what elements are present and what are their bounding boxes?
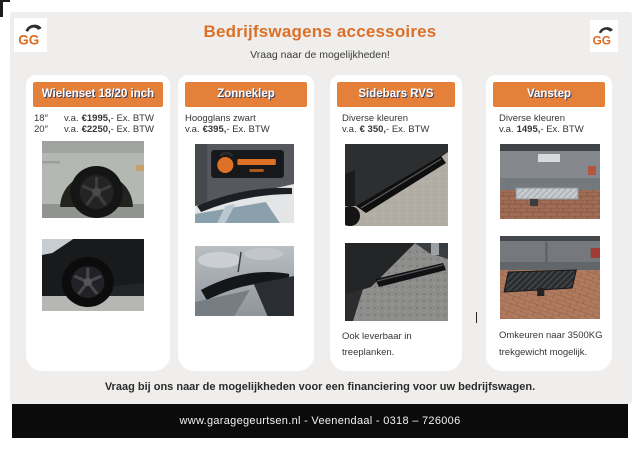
price-row-18inch: [34, 113, 170, 124]
footer-bar: [12, 404, 628, 438]
sidebar-tube-concrete-photo: [345, 144, 448, 226]
card-header-sidebars: Sidebars RVS: [337, 82, 455, 107]
product-colors: Diverse kleuren: [499, 113, 565, 124]
sidebar-tube-gravel-photo: [345, 243, 448, 321]
wheel-size: 18″: [34, 113, 48, 124]
page-subtitle: Vraag naar de mogelijkheden!: [250, 49, 390, 61]
price-text: v.a. € 350,- Ex. BTW: [342, 124, 430, 135]
page-title: Bedrijfswagens accessoires: [203, 22, 437, 41]
vanstep-note-line1: Omkeuren naar 3500KG: [499, 330, 603, 341]
wheel-size: 20″: [34, 124, 48, 135]
price-text: v.a. 1495,- Ex. BTW: [499, 124, 584, 135]
card-header-vanstep: Vanstep: [493, 82, 605, 107]
card-header-wielenset: Wielenset 18/20 inch: [33, 82, 163, 107]
van-rear-step-black-photo: [500, 236, 600, 319]
sidebars-info: [330, 113, 462, 135]
product-finish: Hoogglans zwart: [185, 113, 256, 124]
wielenset-prices: [26, 113, 170, 135]
product-colors: Diverse kleuren: [342, 113, 408, 124]
footer-contact-text: www.garagegeurtsen.nl - Veenendaal - 0318 – 726006: [179, 415, 461, 427]
price-text: v.a. €1995,- Ex. BTW: [64, 113, 154, 124]
card-sidebars: [330, 75, 462, 371]
card-zonneklep: [178, 75, 314, 371]
price-text: v.a. €2250,- Ex. BTW: [64, 124, 154, 135]
sun-visor-sky-photo: [195, 246, 294, 316]
van-rear-step-silver-photo: [500, 144, 600, 219]
card-wielenset: [26, 75, 170, 371]
scan-artifact-mark: [0, 0, 10, 17]
vanstep-note-line2: trekgewicht mogelijk.: [499, 347, 588, 358]
svg-text:GG: GG: [17, 31, 39, 47]
price-text: v.a. €395,- Ex. BTW: [185, 124, 270, 135]
card-header-zonneklep: Zonneklep: [185, 82, 307, 107]
sidebars-note: Ook leverbaar in treeplanken.: [342, 331, 412, 358]
black-alloy-wheel-black-van-photo: [42, 239, 144, 311]
zonneklep-info: [178, 113, 314, 135]
vanstep-note: [486, 327, 612, 361]
svg-text:GG: GG: [592, 32, 612, 47]
vanstep-info: [486, 113, 612, 135]
financing-note: Vraag bij ons naar de mogelijkheden voor een financiering voor uw bedrijfswagen.: [104, 381, 536, 393]
price-row-20inch: [34, 124, 170, 135]
sun-visor-garage-sign-photo: [195, 144, 294, 223]
card-vanstep: [486, 75, 612, 371]
text-cursor: [476, 312, 477, 323]
black-alloy-wheel-silver-van-photo: [42, 141, 144, 218]
